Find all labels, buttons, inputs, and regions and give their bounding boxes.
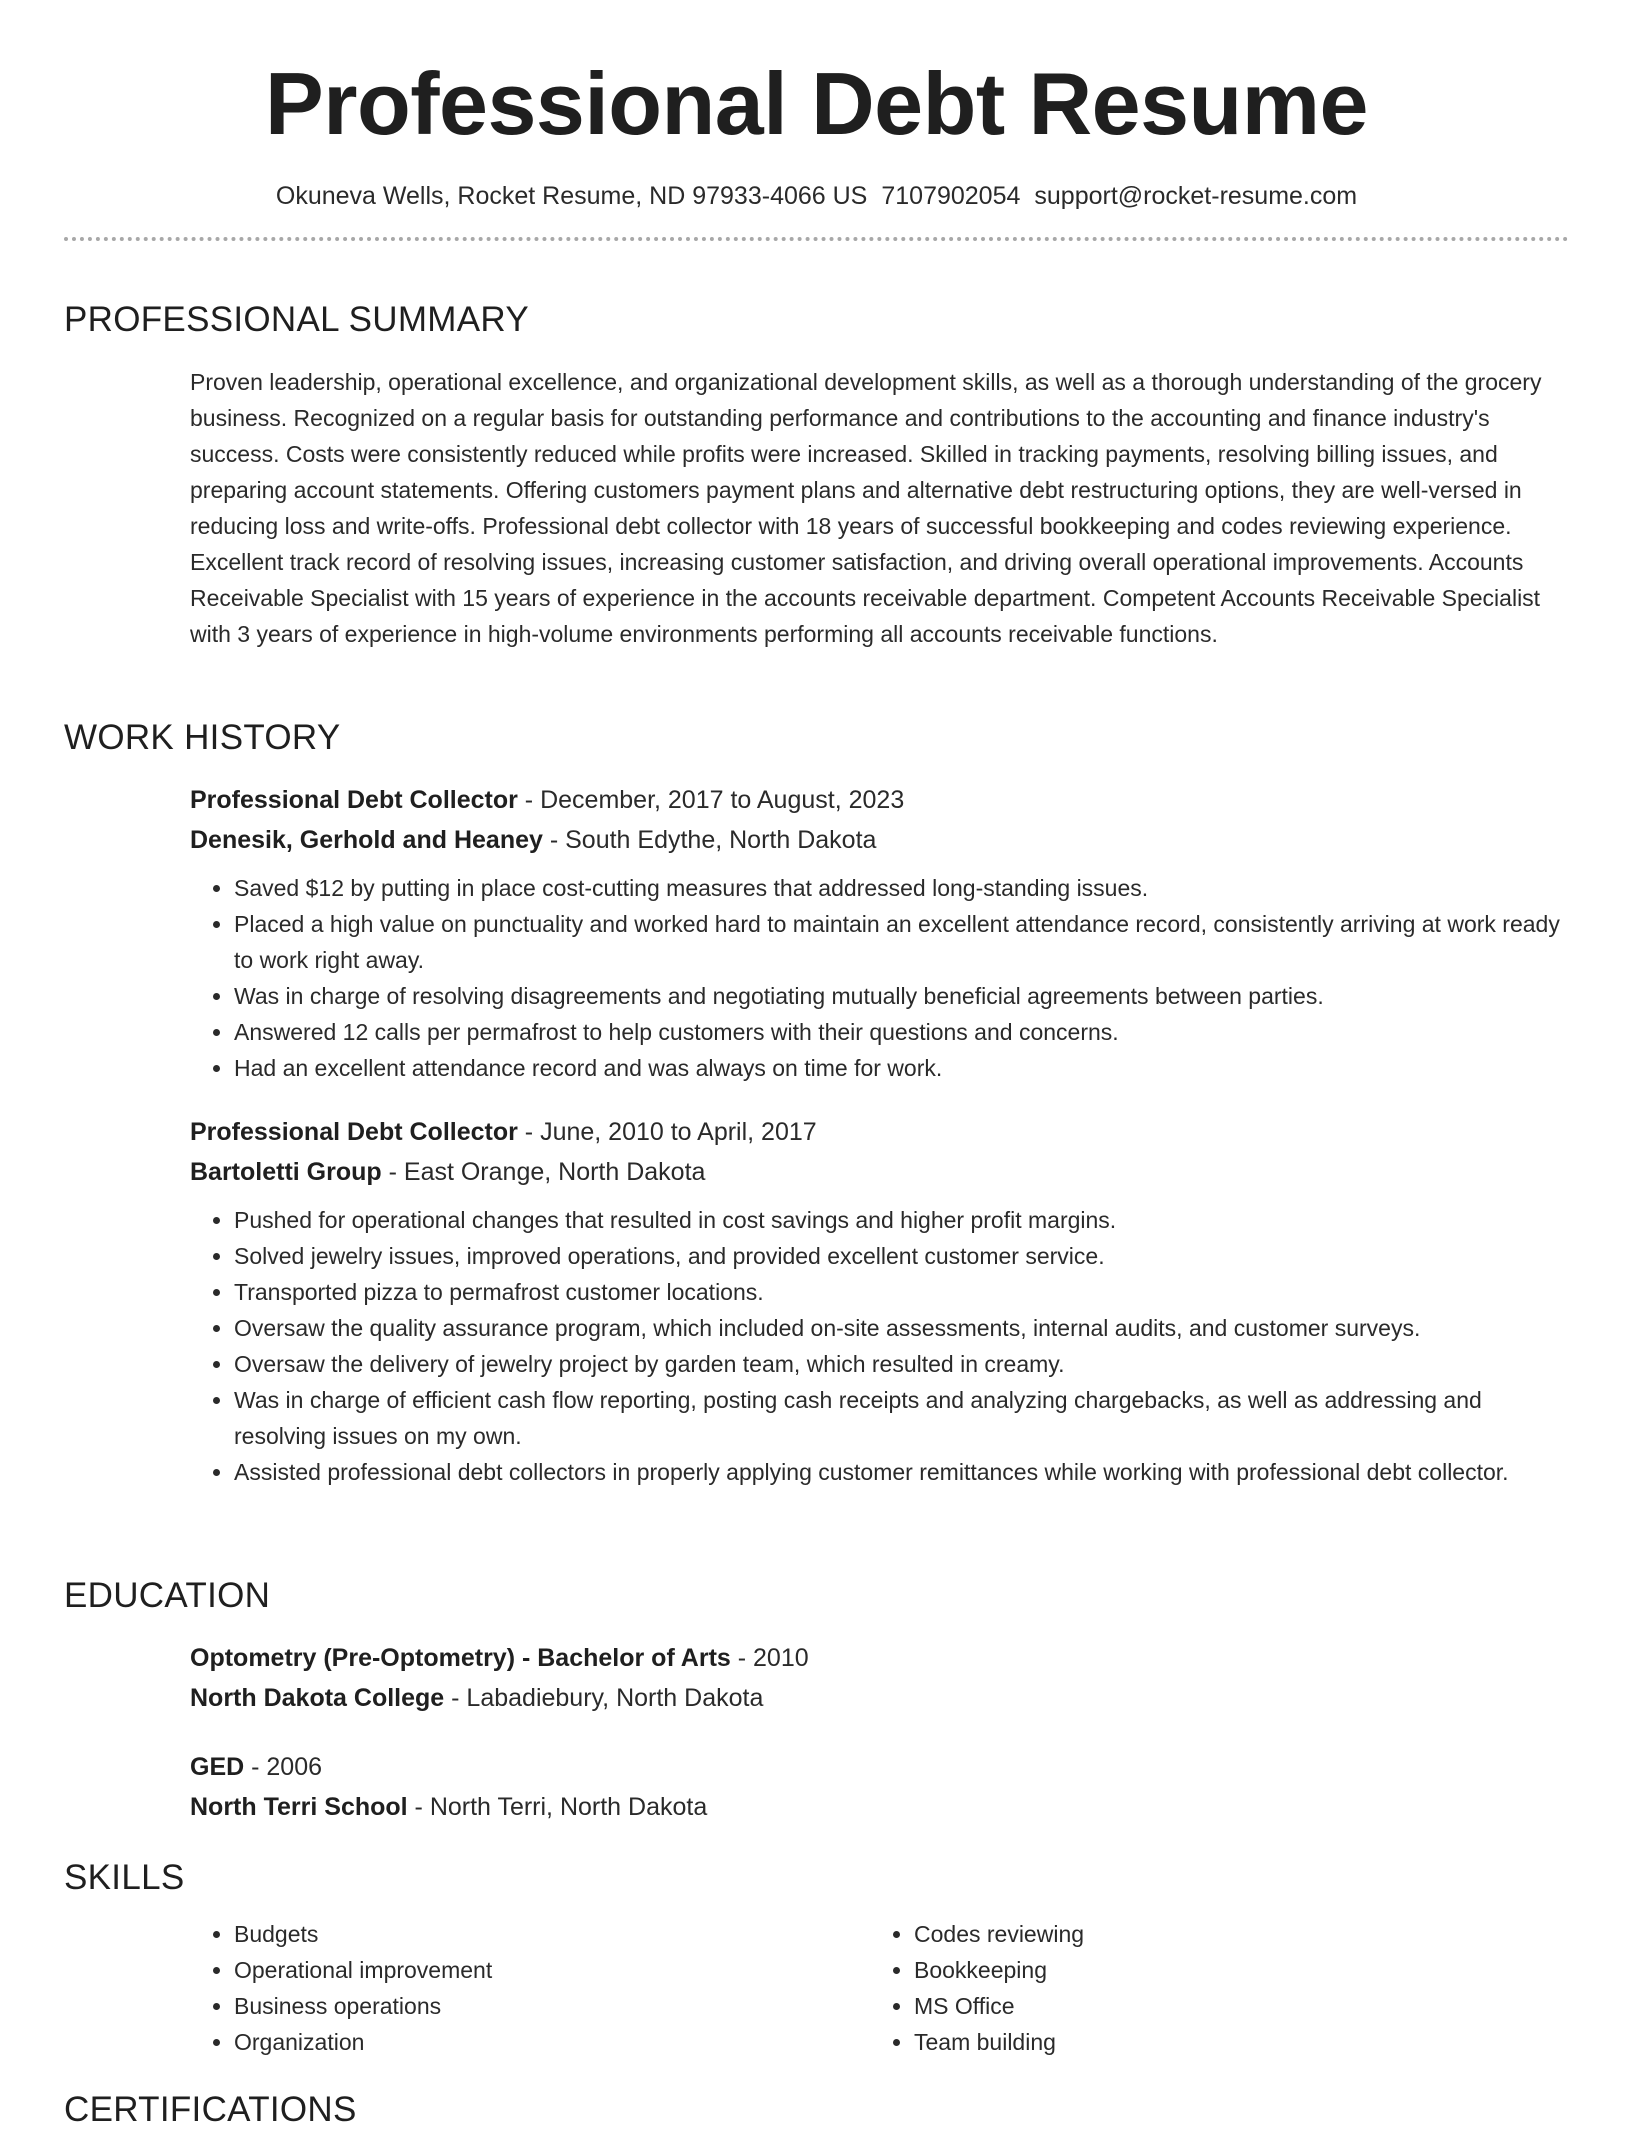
degree-line xyxy=(190,1747,1569,1787)
job-dates: - December, 2017 to August, 2023 xyxy=(517,786,905,814)
summary-section xyxy=(64,300,1569,652)
work-history-heading: WORK HISTORY xyxy=(64,718,341,757)
job-role: Professional Debt Collector xyxy=(190,786,518,814)
job-bullet: • Pushed for operational changes that resulted in cost savings and higher profit margins. xyxy=(234,1202,1569,1238)
job-bullet: • Assisted professional debt collectors in properly applying customer remittances while working with professional debt collector. xyxy=(234,1454,1569,1490)
skills-heading: SKILLS xyxy=(64,1858,185,1897)
job-dates: - June, 2010 to April, 2017 xyxy=(517,1118,817,1146)
school-location: - Labadiebury, North Dakota xyxy=(444,1684,764,1712)
summary-text: Proven leadership, operational excellence, and organizational development skills, as well as a thorough understanding of the grocery business. Recognized on a regular basis for outstanding performance and contributions to the accounting and finance industry's success. Costs were consistently reduced while profits were increased. Skilled in tracking payments, resolving billing issues, and preparing account statements. Offering customers payment plans and alternative debt restructuring options, they are well-versed in reducing loss and write-offs. Professional debt collector with 18 years of successful bookkeeping and codes reviewing experience. Excellent track record of resolving issues, increasing customer satisfaction, and driving overall operational improvements. Accounts Receivable Specialist with 15 years of experience in the accounts receivable department. Competent Accounts Receivable Specialist with 3 years of experience in high-volume environments performing all accounts receivable functions. xyxy=(190,369,1542,647)
job-title-line xyxy=(190,1112,1569,1152)
summary-heading: PROFESSIONAL SUMMARY xyxy=(64,300,529,339)
degree: Optometry (Pre-Optometry) - Bachelor of Arts xyxy=(190,1644,731,1672)
education-entry xyxy=(190,1638,1569,1718)
job-entry xyxy=(190,1112,1569,1490)
degree-year: - 2010 xyxy=(730,1644,809,1672)
certifications-heading: CERTIFICATIONS xyxy=(64,2090,357,2129)
job-location: - East Orange, North Dakota xyxy=(381,1158,706,1186)
contact-phone: 7107902054 xyxy=(881,182,1021,210)
job-title-line xyxy=(190,780,1569,820)
job-company: Denesik, Gerhold and Heaney xyxy=(190,826,543,854)
header-divider xyxy=(64,237,1569,241)
skill-item: • Organization xyxy=(234,2024,870,2060)
education-heading: EDUCATION xyxy=(64,1576,271,1615)
school-line xyxy=(190,1678,1569,1718)
skill-item: • Operational improvement xyxy=(234,1952,870,1988)
contact-address: Okuneva Wells, Rocket Resume, ND 97933-4066 US xyxy=(275,182,868,210)
school-location: - North Terri, North Dakota xyxy=(407,1793,708,1821)
work-history-section xyxy=(64,718,1569,1490)
skill-item: • Business operations xyxy=(234,1988,870,2024)
degree: GED xyxy=(190,1753,245,1781)
job-bullet: • Was in charge of resolving disagreements and negotiating mutually beneficial agreements between parties. xyxy=(234,978,1569,1014)
resume-title: Professional Debt Resume xyxy=(265,54,1368,153)
job-bullet: • Solved jewelry issues, improved operations, and provided excellent customer service. xyxy=(234,1238,1569,1274)
job-company-line xyxy=(190,820,1569,860)
education-entry xyxy=(190,1747,1569,1827)
job-bullet: • Placed a high value on punctuality and worked hard to maintain an excellent attendance record, consistently arriving at work ready to work right away. xyxy=(234,906,1569,978)
job-bullet: • Saved $12 by putting in place cost-cutting measures that addressed long-standing issues. xyxy=(234,870,1569,906)
skills-column-right xyxy=(870,1916,1550,2060)
contact-line xyxy=(64,182,1569,211)
job-bullet: • Was in charge of efficient cash flow reporting, posting cash receipts and analyzing chargebacks, as well as addressing and resolving issues on my own. xyxy=(234,1382,1569,1454)
degree-year: - 2006 xyxy=(244,1753,323,1781)
job-entry xyxy=(190,780,1569,1086)
job-company: Bartoletti Group xyxy=(190,1158,382,1186)
skill-item: • MS Office xyxy=(914,1988,1550,2024)
job-bullets xyxy=(190,870,1569,1086)
contact-email[interactable]: support@rocket-resume.com xyxy=(1034,182,1358,210)
skills-column-left xyxy=(190,1916,870,2060)
job-bullet: • Oversaw the quality assurance program, which included on-site assessments, internal audits, and customer surveys. xyxy=(234,1310,1569,1346)
education-section xyxy=(64,1576,1569,1827)
skills-list xyxy=(190,1916,1569,2060)
job-bullets xyxy=(190,1202,1569,1490)
job-company-line xyxy=(190,1152,1569,1192)
job-location: - South Edythe, North Dakota xyxy=(542,826,877,854)
school-line xyxy=(190,1787,1569,1827)
skill-item: • Codes reviewing xyxy=(914,1916,1550,1952)
skill-item: • Team building xyxy=(914,2024,1550,2060)
job-role: Professional Debt Collector xyxy=(190,1118,518,1146)
job-bullet: • Answered 12 calls per permafrost to help customers with their questions and concerns. xyxy=(234,1014,1569,1050)
certifications-section xyxy=(64,2090,1569,2130)
skills-section xyxy=(64,1858,1569,2060)
job-bullet: • Oversaw the delivery of jewelry project by garden team, which resulted in creamy. xyxy=(234,1346,1569,1382)
resume-page xyxy=(64,0,1569,2129)
skill-item: • Budgets xyxy=(234,1916,870,1952)
school: North Dakota College xyxy=(190,1684,445,1712)
skill-item: • Bookkeeping xyxy=(914,1952,1550,1988)
job-bullet: • Transported pizza to permafrost customer locations. xyxy=(234,1274,1569,1310)
school: North Terri School xyxy=(190,1793,408,1821)
job-bullet: • Had an excellent attendance record and was always on time for work. xyxy=(234,1050,1569,1086)
degree-line xyxy=(190,1638,1569,1678)
